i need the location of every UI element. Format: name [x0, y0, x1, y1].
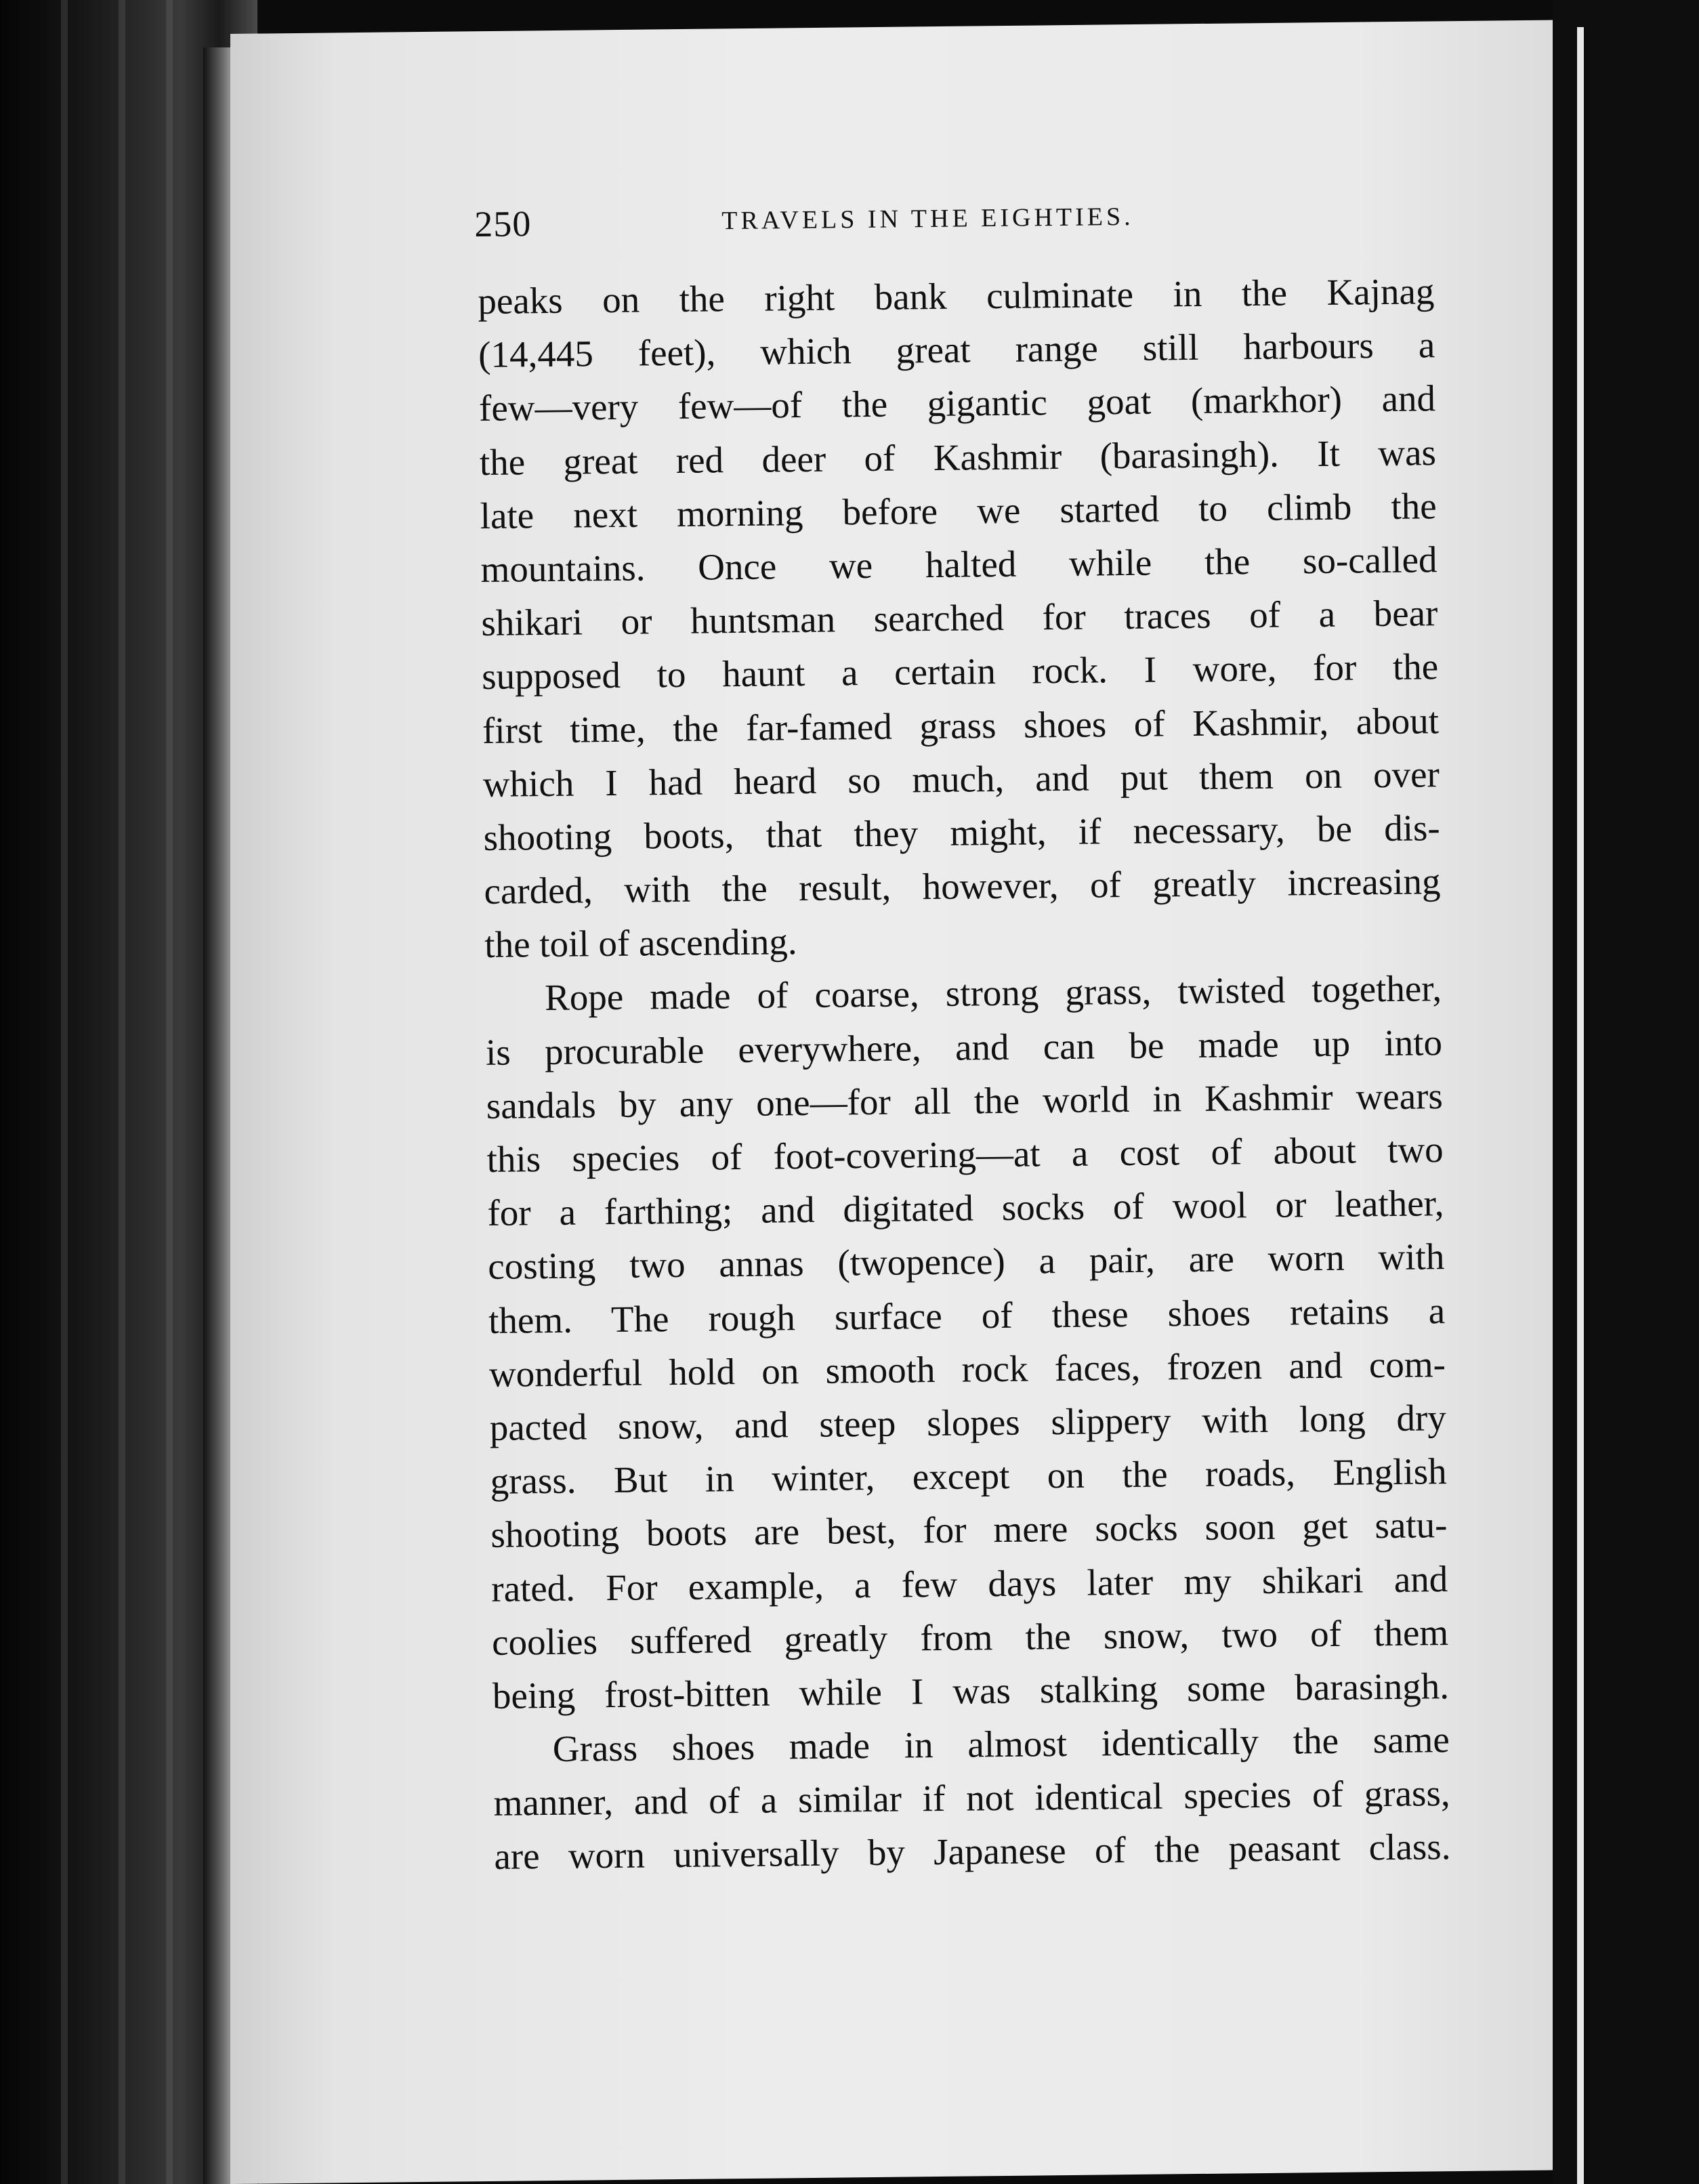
text-line: late next morning before we started to climb the	[480, 484, 1437, 537]
text-line: wonderful hold on smooth rock faces, frozen and com-	[488, 1343, 1446, 1395]
text-line: the great red deer of Kashmir (barasingh). It was	[479, 431, 1437, 483]
running-head: TRAVELS IN THE EIGHTIES.	[721, 202, 1134, 236]
text-line: few—very few—of the gigantic goat (markhor) and	[478, 377, 1436, 429]
text-line: rated. For example, a few days later my shikari and	[490, 1557, 1448, 1610]
text-line: grass. But in winter, except on the roads, English	[490, 1450, 1447, 1503]
text-line: shooting boots are best, for mere socks soon get satu-	[490, 1504, 1448, 1556]
text-line: pacted snow, and steep slopes slippery with long dry	[489, 1397, 1447, 1448]
text-line: Rope made of coarse, strong grass, twisted together,	[544, 967, 1442, 1019]
page-header	[474, 193, 1450, 257]
text-line: sandals by any one—for all the world in Kashmir wears	[486, 1074, 1444, 1127]
text-line: mountains. Once we halted while the so-called	[480, 539, 1438, 590]
spine-streak	[61, 0, 68, 2184]
text-line: supposed to haunt a certain rock. I wore, for the	[481, 646, 1439, 698]
text-line: are worn universally by Japanese of the peasant class.	[494, 1826, 1451, 1878]
text-line: coolies suffered greatly from the snow, two of them	[491, 1611, 1449, 1663]
text-line: Grass shoes made in almost identically the same	[552, 1719, 1450, 1770]
text-line: which I had heard so much, and put them on over	[482, 753, 1440, 805]
text-line: shikari or huntsman searched for traces of a bear	[481, 592, 1438, 644]
text-line: for a farthing; and digitated socks of wool or leather,	[487, 1182, 1444, 1234]
text-line: the toil of ascending.	[484, 921, 797, 966]
text-line: them. The rough surface of these shoes retains a	[488, 1289, 1446, 1341]
right-border	[1553, 0, 1699, 2184]
text-line: (14,445 feet), which great range still harbours a	[478, 324, 1435, 376]
text-line: being frost-bitten while I was stalking some barasingh.	[492, 1664, 1450, 1717]
text-line: costing two annas (twopence) a pair, are worn with	[488, 1236, 1445, 1288]
body-text	[478, 264, 1451, 1883]
text-line: is procurable everywhere, and can be made up into	[485, 1021, 1443, 1073]
right-page-edge-line	[1577, 27, 1584, 2184]
text-line: shooting boots, that they might, if necessary, be dis-	[483, 807, 1440, 858]
spine-streak	[166, 0, 173, 2184]
spine-streak	[119, 0, 125, 2184]
text-line: first time, the far-famed grass shoes of Kashmir, about	[482, 699, 1440, 751]
text-line: this species of foot-covering—at a cost of about two	[486, 1129, 1444, 1180]
text-line: manner, and of a similar if not identical species of grass,	[493, 1772, 1450, 1824]
text-line: carded, with the result, however, of greatly increasing	[484, 860, 1441, 912]
text-line: peaks on the right bank culminate in the Kajnag	[478, 270, 1435, 322]
page-number: 250	[474, 203, 532, 245]
